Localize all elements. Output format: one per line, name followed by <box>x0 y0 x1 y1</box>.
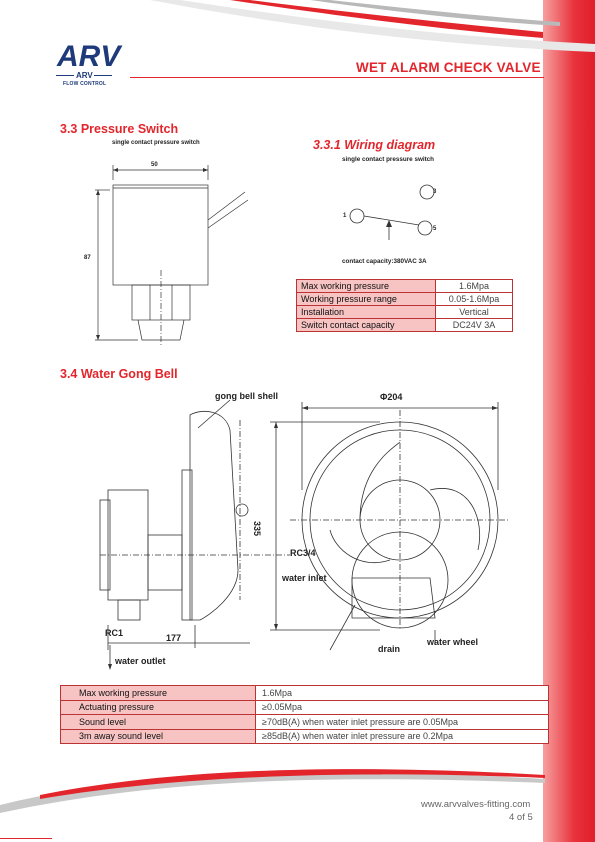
section-wiring-title: 3.3.1 Wiring diagram <box>313 138 436 152</box>
table-row <box>61 686 549 701</box>
label-water-wheel: water wheel <box>427 637 479 647</box>
bottom-left-rule <box>0 838 52 839</box>
svg-text:ARV: ARV <box>57 40 121 70</box>
spec-value: DC24V 3A <box>436 319 513 332</box>
label-height-335: 335 <box>252 521 262 537</box>
arv-logo <box>55 40 130 70</box>
dim-width-50: 50 <box>151 162 158 168</box>
label-water-outlet: water outlet <box>115 656 166 666</box>
contact-capacity-note: contact capacity:380VAC 3A <box>342 258 427 265</box>
terminal-3: 3 <box>433 189 437 195</box>
logo-flow-control: FLOW CONTROL <box>63 81 107 87</box>
spec-label: Max working pressure <box>297 280 436 293</box>
spec-value: Vertical <box>436 306 513 319</box>
spec-value: ≥0.05Mpa <box>256 700 549 715</box>
section-pressure-switch-title: 3.3 Pressure Switch <box>60 122 179 136</box>
label-177: 177 <box>166 633 182 643</box>
gong-bell-drawing <box>90 390 510 670</box>
logo-sub-arv: ARV <box>76 71 93 80</box>
section-gong-bell-title: 3.4 Water Gong Bell <box>60 367 178 381</box>
spec-value: ≥70dB(A) when water inlet pressure are 0.05Mpa <box>256 715 549 730</box>
label-rc1: RC1 <box>105 628 124 638</box>
spec-value: 0.05-1.6Mpa <box>436 293 513 306</box>
label-gong-bell-shell: gong bell shell <box>215 391 279 401</box>
label-water-inlet: water inlet <box>282 573 327 583</box>
table-row <box>297 306 513 319</box>
spec-label: Actuating pressure <box>61 700 256 715</box>
table-row <box>297 293 513 306</box>
spec-label: Switch contact capacity <box>297 319 436 332</box>
header-divider <box>130 77 544 78</box>
wiring-schematic <box>335 175 455 255</box>
spec-label: Sound level <box>61 715 256 730</box>
page-title: WET ALARM CHECK VALVE <box>356 60 541 75</box>
table-row <box>61 729 549 744</box>
spec-label: 3m away sound level <box>61 729 256 744</box>
table-row <box>297 280 513 293</box>
spec-label: Max working pressure <box>61 686 256 701</box>
label-diameter-204: Φ204 <box>380 392 403 402</box>
footer-url[interactable]: www.arvvalves-fitting.com <box>421 799 531 810</box>
table-row <box>297 319 513 332</box>
spec-label: Installation <box>297 306 436 319</box>
pressure-switch-caption: single contact pressure switch <box>112 140 200 146</box>
dim-height-87: 87 <box>84 255 91 261</box>
spec-label: Working pressure range <box>297 293 436 306</box>
label-drain: drain <box>378 644 401 654</box>
terminal-1: 1 <box>343 213 347 219</box>
spec-value: ≥85dB(A) when water inlet pressure are 0.2Mpa <box>256 729 549 744</box>
pressure-switch-drawing <box>80 150 250 350</box>
page-number: 4 of 5 <box>509 812 533 823</box>
spec-value: 1.6Mpa <box>256 686 549 701</box>
right-red-band <box>543 0 595 842</box>
table-row <box>61 700 549 715</box>
table-row <box>61 715 549 730</box>
gong-bell-spec-table <box>60 685 549 744</box>
spec-value: 1.6Mpa <box>436 280 513 293</box>
logo-line-right <box>94 75 112 76</box>
label-rc34: RC3/4 <box>290 548 316 558</box>
terminal-5: 5 <box>433 226 437 232</box>
logo-line-left <box>56 75 74 76</box>
wiring-caption: single contact pressure switch <box>342 156 435 163</box>
pressure-switch-spec-table <box>296 279 513 332</box>
